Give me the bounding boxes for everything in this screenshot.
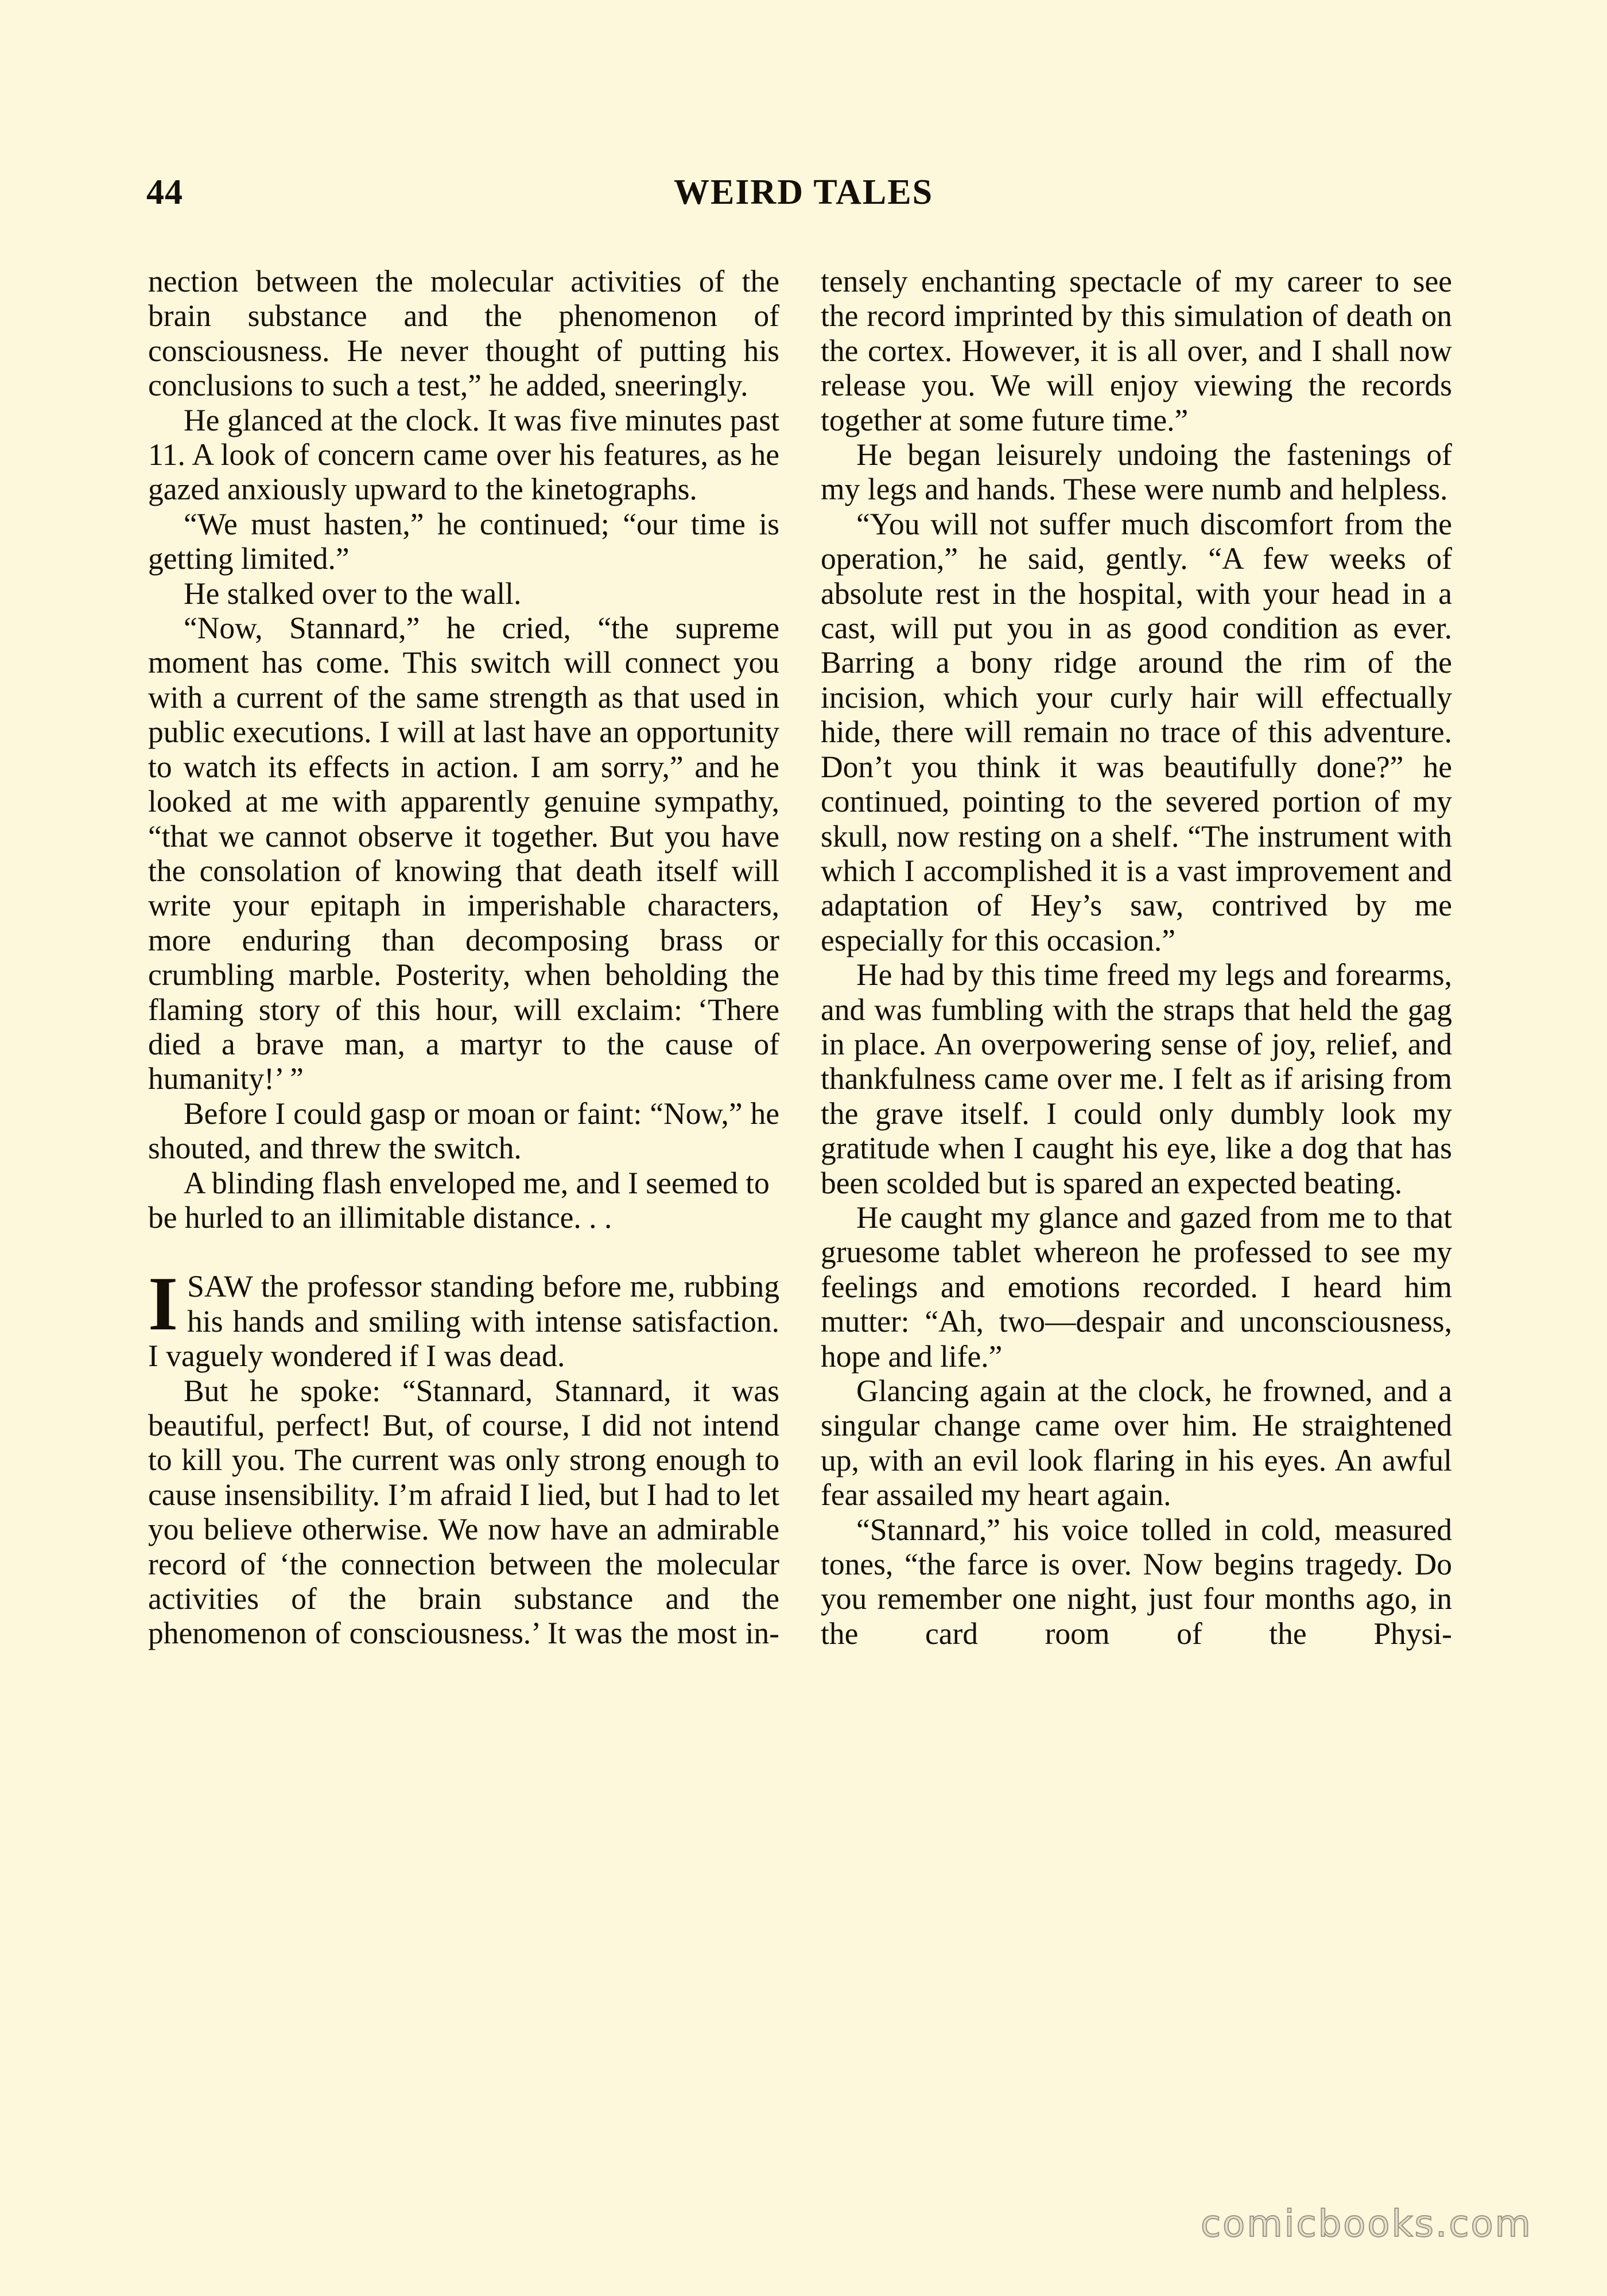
section-opening-paragraph — [148, 1261, 779, 1374]
paragraph: “We must hasten,” he continued; “our time is getting limited.” — [148, 506, 779, 576]
section-break — [148, 1235, 779, 1269]
paragraph-text: SAW the professor standing before me, rubbing his hands and smiling with intense satisfaction. I vaguely wondered if I was dead. — [148, 1269, 779, 1374]
magazine-title: WEIRD TALES — [673, 173, 934, 212]
page-number: 44 — [146, 173, 183, 212]
watermark: comicbooks.com — [1200, 2203, 1532, 2245]
paragraph: He stalked over to the wall. — [184, 576, 522, 611]
paragraph: Glancing again at the clock, he frowned, and a singular change came over him. He straightened up, with an evil look flaring in his eyes. An awful fear assailed my heart again. — [821, 1374, 1452, 1512]
paragraph: nection between the molecular activities of the brain substance and the phenomenon of consciousness. He never thought of putting his conclusions to such a test,” he added, sneeringly. — [148, 264, 779, 403]
paragraph: “You will not suffer much discomfort from the operation,” he said, gently. “A few weeks of absolute rest in the hospital, with your head in a cast, will put you in as good condition as ever. Barring a bony ridge around the rim of the incision, which your curly hair will effectually hide, there will remain no trace of this adventure. Don’t you think it was beautifully done?” he continued, pointing to the severed portion of my skull, now resting on a shelf. “The instrument with which I accomplished it is a vast improvement and adaptation of Hey’s saw, contrived by me especially for this occasion.” — [821, 506, 1452, 957]
paragraph: A blinding flash enveloped me, and I seemed to be hurled to an illimitable distance. . . — [148, 1165, 770, 1235]
paragraph: He caught my glance and gazed from me to that gruesome tablet whereon he professed to see my feelings and emotions recorded. I heard him mutter: “Ah, two—despair and unconsciousness, hope and life.” — [821, 1200, 1452, 1374]
paragraph: He began leisurely undoing the fastenings of my legs and hands. These were numb and helpless. — [821, 437, 1452, 507]
paragraph: tensely enchanting spectacle of my career to see the record imprinted by this simulation of death on the cortex. However, it is all over, and I shall now release you. We will enjoy viewing the records together at some future time.” — [821, 264, 1452, 437]
paragraph: But he spoke: “Stannard, Stannard, it was beautiful, perfect! But, of course, I did not intend to kill you. The current was only strong enough to cause insensibility. I’m afraid I lied, but I had to let you believe otherwise. We now have an admirable record of ‘the connection between the molecular activities of the brain substance and the phenomenon of consciousness.’ It was the most in- — [148, 1373, 779, 1651]
left-column — [148, 264, 779, 1651]
right-column — [821, 264, 1452, 1651]
paragraph: He had by this time freed my legs and forearms, and was fumbling with the straps that held the gag in place. An overpowering sense of joy, relief, and thankfulness came over me. I felt as if arising from the grave itself. I could only dumbly look my gratitude when I caught his eye, like a dog that has been scolded but is spared an expected beating. — [821, 957, 1452, 1200]
paragraph: He glanced at the clock. It was five minutes past 11. A look of concern came over his features, as he gazed anxiously upward to the kinetographs. — [148, 402, 779, 507]
drop-cap: I — [148, 1261, 178, 1347]
paragraph: “Now, Stannard,” he cried, “the supreme moment has come. This switch will connect you with a current of the same strength as that used in public executions. I will at last have an opportunity to watch its effects in action. I am sorry,” and he looked at me with apparently genuine sympathy, “that we cannot observe it together. But you have the consolation of knowing that death itself will write your epitaph in imperishable characters, more enduring than decomposing brass or crumbling marble. Posterity, when beholding the flaming story of this hour, will exclaim: ‘There died a brave man, a martyr to the cause of humanity!’ ” — [148, 611, 779, 1096]
paragraph: “Stannard,” his voice tolled in cold, measured tones, “the farce is over. Now begins tragedy. Do you remember one night, just four months ago, in the card room of the Physi- — [821, 1512, 1452, 1651]
paragraph: Before I could gasp or moan or faint: “Now,” he shouted, and threw the switch. — [148, 1096, 779, 1166]
